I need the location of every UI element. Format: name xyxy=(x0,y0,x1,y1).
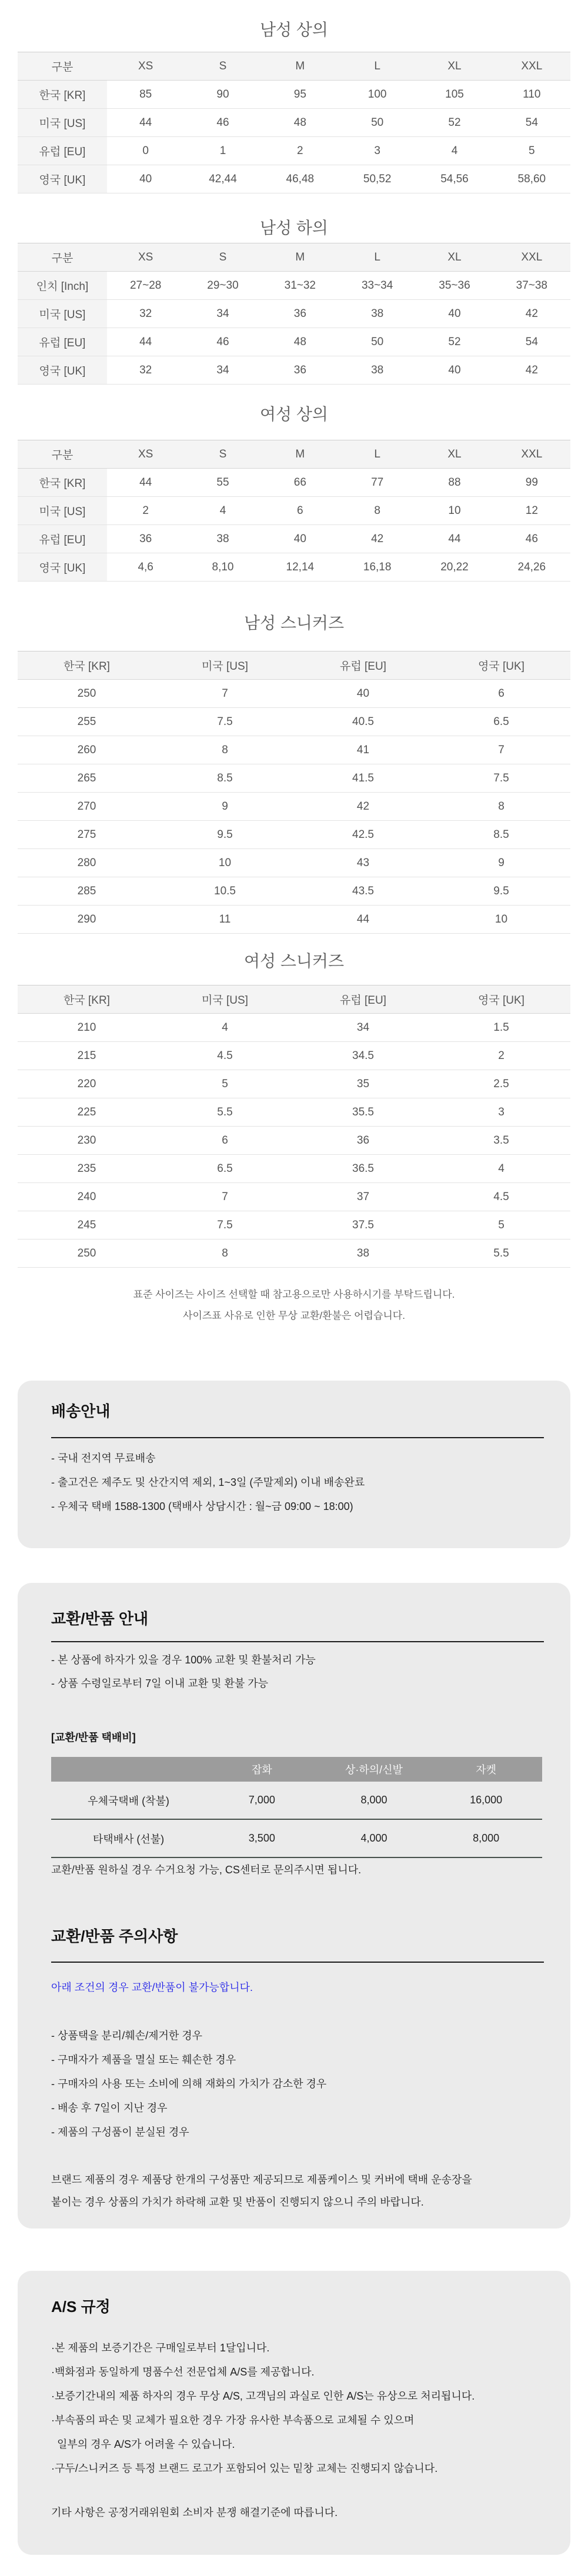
exchange-return-box xyxy=(18,1583,570,2228)
table-cell: 235 xyxy=(18,1155,156,1183)
table-cell: 35~36 xyxy=(416,272,493,300)
table-header-row xyxy=(51,1757,542,1782)
table-cell: 37 xyxy=(294,1183,432,1211)
table-header-cell: 구분 xyxy=(18,52,107,81)
list-item: 브랜드 제품의 경우 제품당 한개의 구성품만 제공되므로 제품케이스 및 커버에 택배 운송장을 xyxy=(51,2174,472,2186)
table-cell: 2 xyxy=(432,1042,570,1070)
list-item: 붙이는 경우 상품의 가치가 하락해 교환 및 반품이 진행되지 않으니 주의 바랍니다. xyxy=(51,2196,424,2208)
table-cell: 210 xyxy=(18,1014,156,1042)
table-header-cell: 영국 [UK] xyxy=(432,985,570,1014)
table-header-cell: M xyxy=(262,243,339,272)
table-header-cell: M xyxy=(262,52,339,81)
table-cell: 16,18 xyxy=(339,553,416,582)
table-cell: 34 xyxy=(184,356,261,385)
table-row xyxy=(18,793,570,821)
table-header-row xyxy=(18,52,570,81)
table-cell: 8 xyxy=(156,1239,294,1268)
table-row xyxy=(18,300,570,328)
table-header-cell: 영국 [UK] xyxy=(18,553,107,582)
table-cell: 3 xyxy=(432,1098,570,1127)
table-row xyxy=(18,821,570,849)
size-note-line2: 사이즈표 사유로 인한 무상 교환/환불은 어렵습니다. xyxy=(183,1310,405,1321)
table-header-cell: S xyxy=(184,52,261,81)
table-header-cell: XS xyxy=(107,52,184,81)
table-cell: 31~32 xyxy=(262,272,339,300)
table-cell: 110 xyxy=(493,81,570,109)
table-cell: 44 xyxy=(107,469,184,497)
table-row xyxy=(18,109,570,137)
table-header-cell: 미국 [US] xyxy=(156,651,294,680)
table-cell: 95 xyxy=(262,81,339,109)
table-row xyxy=(18,497,570,525)
fee-table-label: [교환/반품 택배비] xyxy=(51,1732,136,1743)
table-header-row xyxy=(18,985,570,1014)
table-cell: 33~34 xyxy=(339,272,416,300)
list-item: ·보증기간내의 제품 하자의 경우 무상 A/S, 고객님의 과실로 인한 A/S는 유상으로 처리됩니다. xyxy=(51,2390,475,2402)
list-item: - 상품 수령일로부터 7일 이내 교환 및 환불 가능 xyxy=(51,1678,268,1689)
table-cell: 8 xyxy=(432,793,570,821)
table-row xyxy=(18,469,570,497)
table-cell: 36.5 xyxy=(294,1155,432,1183)
table-row xyxy=(18,1070,570,1098)
table-cell: 260 xyxy=(18,736,156,764)
table-cell: 9 xyxy=(156,793,294,821)
table-row xyxy=(18,736,570,764)
table-cell: 225 xyxy=(18,1098,156,1127)
table-cell: 8,000 xyxy=(430,1819,542,1857)
table-header-cell: XL xyxy=(416,440,493,469)
table-header-cell: S xyxy=(184,440,261,469)
table-header-cell: 유럽 [EU] xyxy=(294,985,432,1014)
table-cell: 1.5 xyxy=(432,1014,570,1042)
size-table-mens-bottoms xyxy=(18,243,570,385)
table-header-row xyxy=(18,651,570,680)
after-service-item-list xyxy=(51,2341,475,2485)
list-item: - 구매자의 사용 또는 소비에 의해 재화의 가치가 감소한 경우 xyxy=(51,2078,327,2090)
table-cell: 40.5 xyxy=(294,708,432,736)
list-item: ·구두/스니커즈 등 특정 브랜드 로고가 포함되어 있는 밑창 교체는 진행되지 않습니다. xyxy=(51,2463,438,2474)
table-header-cell: XS xyxy=(107,440,184,469)
table-cell: 40 xyxy=(416,356,493,385)
table-cell: 10.5 xyxy=(156,877,294,906)
table-header-cell: 영국 [UK] xyxy=(18,165,107,193)
table-cell: 3 xyxy=(339,137,416,165)
list-item: 일부의 경우 A/S가 어려울 수 있습니다. xyxy=(51,2438,235,2450)
size-table-mens-tops xyxy=(18,52,570,193)
table-cell: 10 xyxy=(416,497,493,525)
table-row xyxy=(18,81,570,109)
table-header-cell: 영국 [UK] xyxy=(18,356,107,385)
table-row xyxy=(18,906,570,934)
table-cell: 38 xyxy=(184,525,261,553)
table-cell: 54 xyxy=(493,109,570,137)
table-cell: 4,000 xyxy=(318,1819,430,1857)
table-cell: 7 xyxy=(432,736,570,764)
table-cell: 88 xyxy=(416,469,493,497)
table-cell: 4 xyxy=(416,137,493,165)
list-item: - 제품의 구성품이 분실된 경우 xyxy=(51,2126,189,2138)
size-note-line1: 표준 사이즈는 사이즈 선택할 때 참고용으로만 사용하시기를 부탁드립니다. xyxy=(133,1289,455,1300)
table-cell: 4 xyxy=(156,1014,294,1042)
table-cell: 5 xyxy=(493,137,570,165)
list-item: - 국내 전지역 무료배송 xyxy=(51,1452,156,1464)
table-cell: 250 xyxy=(18,680,156,708)
table-cell: 85 xyxy=(107,81,184,109)
table-cell: 40 xyxy=(294,680,432,708)
table-row xyxy=(18,1098,570,1127)
table-cell: 265 xyxy=(18,764,156,793)
table-cell: 24,26 xyxy=(493,553,570,582)
list-item: ·본 제품의 보증기간은 구매일로부터 1달입니다. xyxy=(51,2342,270,2354)
table-cell: 6 xyxy=(432,680,570,708)
table-row xyxy=(18,165,570,193)
table-cell: 타택배사 (선불) xyxy=(51,1819,206,1857)
table-cell: 44 xyxy=(294,906,432,934)
table-cell: 55 xyxy=(184,469,261,497)
table-cell: 36 xyxy=(107,525,184,553)
table-cell: 40 xyxy=(416,300,493,328)
table-header-cell: 유럽 [EU] xyxy=(294,651,432,680)
table-cell: 38 xyxy=(339,356,416,385)
table-header-cell: S xyxy=(184,243,261,272)
caution-intro: 아래 조건의 경우 교환/반품이 불가능합니다. xyxy=(51,1982,253,1993)
table-header-cell: M xyxy=(262,440,339,469)
caution-paragraph xyxy=(51,2173,472,2217)
table-row xyxy=(18,137,570,165)
table-row xyxy=(18,356,570,385)
table-cell: 4,6 xyxy=(107,553,184,582)
table-cell: 20,22 xyxy=(416,553,493,582)
table-cell: 5 xyxy=(156,1070,294,1098)
table-row xyxy=(18,1239,570,1268)
list-item: - 상품택을 분리/훼손/제거한 경우 xyxy=(51,2030,203,2042)
table-header-cell: XXL xyxy=(493,440,570,469)
table-cell: 34 xyxy=(294,1014,432,1042)
table-cell: 42 xyxy=(493,356,570,385)
table-cell: 5.5 xyxy=(156,1098,294,1127)
table-header-cell: 한국 [KR] xyxy=(18,81,107,109)
table-cell: 44 xyxy=(107,109,184,137)
table-header-cell: 미국 [US] xyxy=(18,300,107,328)
table-cell: 38 xyxy=(294,1239,432,1268)
table-cell: 37~38 xyxy=(493,272,570,300)
table-cell: 240 xyxy=(18,1183,156,1211)
exchange-item-list xyxy=(51,1653,316,1700)
table-cell: 10 xyxy=(432,906,570,934)
table-cell: 105 xyxy=(416,81,493,109)
table-cell: 270 xyxy=(18,793,156,821)
table-cell: 8 xyxy=(339,497,416,525)
size-table-womens-tops xyxy=(18,440,570,582)
table-cell: 32 xyxy=(107,356,184,385)
table-cell: 36 xyxy=(262,300,339,328)
table-cell: 52 xyxy=(416,328,493,356)
table-cell: 77 xyxy=(339,469,416,497)
table-cell: 100 xyxy=(339,81,416,109)
table-header-cell: 유럽 [EU] xyxy=(18,328,107,356)
table-cell: 32 xyxy=(107,300,184,328)
table-header-cell: 미국 [US] xyxy=(18,497,107,525)
table-header-cell: XS xyxy=(107,243,184,272)
list-item: - 본 상품에 하자가 있을 경우 100% 교환 및 환불처리 가능 xyxy=(51,1654,316,1666)
table-cell: 6.5 xyxy=(156,1155,294,1183)
table-header-cell xyxy=(51,1757,206,1782)
table-cell: 215 xyxy=(18,1042,156,1070)
table-header-cell: 한국 [KR] xyxy=(18,651,156,680)
table-row xyxy=(18,1042,570,1070)
table-header-cell: 잡화 xyxy=(206,1757,318,1782)
shipping-title-underline xyxy=(51,1437,544,1438)
table-cell: 48 xyxy=(262,109,339,137)
table-cell: 7 xyxy=(156,680,294,708)
table-header-cell: 한국 [KR] xyxy=(18,469,107,497)
table-cell: 8,000 xyxy=(318,1782,430,1819)
table-cell: 16,000 xyxy=(430,1782,542,1819)
table-cell: 280 xyxy=(18,849,156,877)
table-cell: 37.5 xyxy=(294,1211,432,1239)
table-header-cell: L xyxy=(339,243,416,272)
exchange-title: 교환/반품 안내 xyxy=(51,1610,149,1628)
table-cell: 0 xyxy=(107,137,184,165)
table-cell: 46 xyxy=(184,109,261,137)
table-cell: 29~30 xyxy=(184,272,261,300)
shipping-title: 배송안내 xyxy=(51,1402,111,1420)
table-cell: 8,10 xyxy=(184,553,261,582)
list-item: - 우체국 택배 1588-1300 (택배사 상담시간 : 월~금 09:00 ~ 18:00) xyxy=(51,1501,353,1512)
shoe-table-mens-sneakers xyxy=(18,651,570,934)
table-row xyxy=(18,1211,570,1239)
table-row xyxy=(18,525,570,553)
table-header-row xyxy=(18,440,570,469)
table-cell: 우체국택배 (착불) xyxy=(51,1782,206,1819)
table-cell: 9 xyxy=(432,849,570,877)
table-header-cell: 한국 [KR] xyxy=(18,985,156,1014)
table-cell: 90 xyxy=(184,81,261,109)
caution-item-list xyxy=(51,2029,326,2149)
table-header-cell: 구분 xyxy=(18,243,107,272)
exchange-fee-table xyxy=(51,1757,542,1858)
table-cell: 35 xyxy=(294,1070,432,1098)
table-cell: 38 xyxy=(339,300,416,328)
table-header-cell: 자켓 xyxy=(430,1757,542,1782)
table-cell: 42 xyxy=(294,793,432,821)
table-cell: 2 xyxy=(107,497,184,525)
table-cell: 42,44 xyxy=(184,165,261,193)
after-service-box xyxy=(18,2271,570,2555)
table-header-cell: 미국 [US] xyxy=(18,109,107,137)
table-cell: 99 xyxy=(493,469,570,497)
table-cell: 50 xyxy=(339,109,416,137)
table-row xyxy=(18,764,570,793)
table-cell: 44 xyxy=(416,525,493,553)
fee-note: 교환/반품 원하실 경우 수거요청 가능, CS센터로 문의주시면 됩니다. xyxy=(51,1864,362,1876)
table-cell: 40 xyxy=(262,525,339,553)
table-header-cell: XXL xyxy=(493,52,570,81)
table-cell: 46 xyxy=(493,525,570,553)
caution-title-underline xyxy=(51,1962,544,1963)
table-cell: 4 xyxy=(432,1155,570,1183)
table-row xyxy=(18,1014,570,1042)
table-cell: 7 xyxy=(156,1183,294,1211)
after-service-footer: 기타 사항은 공정거래위원회 소비자 분쟁 해결기준에 따릅니다. xyxy=(51,2507,338,2518)
table-row xyxy=(18,849,570,877)
table-header-row xyxy=(18,243,570,272)
table-row xyxy=(51,1782,542,1819)
table-cell: 9.5 xyxy=(432,877,570,906)
table-cell: 6 xyxy=(262,497,339,525)
list-item: ·부속품의 파손 및 교체가 필요한 경우 가장 유사한 부속품으로 교체될 수 있으며 xyxy=(51,2414,415,2426)
table-cell: 35.5 xyxy=(294,1098,432,1127)
table-cell: 10 xyxy=(156,849,294,877)
table-cell: 12,14 xyxy=(262,553,339,582)
shipping-item-list xyxy=(51,1451,365,1523)
shoe-table-womens-sneakers xyxy=(18,985,570,1268)
table-cell: 250 xyxy=(18,1239,156,1268)
table-cell: 4.5 xyxy=(156,1042,294,1070)
shipping-info-box xyxy=(18,1381,570,1548)
table-row xyxy=(51,1819,542,1857)
list-item: - 출고건은 제주도 및 산간지역 제외, 1~3일 (주말제외) 이내 배송완료 xyxy=(51,1476,365,1488)
table-cell: 4 xyxy=(184,497,261,525)
table-row xyxy=(18,272,570,300)
exchange-title-underline xyxy=(51,1641,544,1642)
table-cell: 42 xyxy=(339,525,416,553)
table-cell: 8.5 xyxy=(432,821,570,849)
table-header-cell: 미국 [US] xyxy=(156,985,294,1014)
table-cell: 5.5 xyxy=(432,1239,570,1268)
table-cell: 58,60 xyxy=(493,165,570,193)
table-row xyxy=(18,877,570,906)
table-cell: 34.5 xyxy=(294,1042,432,1070)
table-cell: 42.5 xyxy=(294,821,432,849)
table-header-cell: 상·하의/신발 xyxy=(318,1757,430,1782)
table-cell: 245 xyxy=(18,1211,156,1239)
table-cell: 6 xyxy=(156,1127,294,1155)
table-cell: 7,000 xyxy=(206,1782,318,1819)
table-cell: 7.5 xyxy=(156,708,294,736)
section-title-mens-tops: 남성 상의 xyxy=(260,21,328,39)
table-cell: 5 xyxy=(432,1211,570,1239)
table-row xyxy=(18,1127,570,1155)
table-cell: 54 xyxy=(493,328,570,356)
table-cell: 220 xyxy=(18,1070,156,1098)
table-header-cell: XL xyxy=(416,243,493,272)
section-title-womens-tops: 여성 상의 xyxy=(260,405,328,423)
table-cell: 52 xyxy=(416,109,493,137)
table-cell: 9.5 xyxy=(156,821,294,849)
table-row xyxy=(18,1183,570,1211)
table-header-cell: 구분 xyxy=(18,440,107,469)
caution-title: 교환/반품 주의사항 xyxy=(51,1927,178,1945)
section-title-womens-sneakers: 여성 스니커즈 xyxy=(243,952,345,970)
table-cell: 12 xyxy=(493,497,570,525)
list-item: - 구매자가 제품을 멸실 또는 훼손한 경우 xyxy=(51,2054,236,2066)
table-cell: 290 xyxy=(18,906,156,934)
table-header-cell: 인치 [Inch] xyxy=(18,272,107,300)
table-header-cell: 유럽 [EU] xyxy=(18,525,107,553)
table-cell: 6.5 xyxy=(432,708,570,736)
table-header-cell: XXL xyxy=(493,243,570,272)
section-title-mens-bottoms: 남성 하의 xyxy=(260,219,328,237)
table-cell: 11 xyxy=(156,906,294,934)
table-cell: 44 xyxy=(107,328,184,356)
table-cell: 43.5 xyxy=(294,877,432,906)
table-cell: 50 xyxy=(339,328,416,356)
table-header-cell: 유럽 [EU] xyxy=(18,137,107,165)
table-header-cell: L xyxy=(339,52,416,81)
table-cell: 41 xyxy=(294,736,432,764)
table-cell: 4.5 xyxy=(432,1183,570,1211)
table-cell: 2 xyxy=(262,137,339,165)
table-cell: 42 xyxy=(493,300,570,328)
table-row xyxy=(18,328,570,356)
table-cell: 66 xyxy=(262,469,339,497)
table-header-cell: XL xyxy=(416,52,493,81)
table-row xyxy=(18,680,570,708)
table-cell: 8.5 xyxy=(156,764,294,793)
table-cell: 275 xyxy=(18,821,156,849)
table-cell: 43 xyxy=(294,849,432,877)
table-cell: 3.5 xyxy=(432,1127,570,1155)
table-cell: 7.5 xyxy=(156,1211,294,1239)
table-cell: 48 xyxy=(262,328,339,356)
table-cell: 46,48 xyxy=(262,165,339,193)
table-cell: 230 xyxy=(18,1127,156,1155)
table-cell: 27~28 xyxy=(107,272,184,300)
section-title-mens-sneakers: 남성 스니커즈 xyxy=(243,614,345,632)
table-cell: 2.5 xyxy=(432,1070,570,1098)
table-header-cell: L xyxy=(339,440,416,469)
table-cell: 54,56 xyxy=(416,165,493,193)
table-cell: 34 xyxy=(184,300,261,328)
table-cell: 40 xyxy=(107,165,184,193)
table-cell: 36 xyxy=(262,356,339,385)
table-cell: 8 xyxy=(156,736,294,764)
list-item: - 배송 후 7일이 지난 경우 xyxy=(51,2102,168,2114)
table-cell: 41.5 xyxy=(294,764,432,793)
table-cell: 255 xyxy=(18,708,156,736)
table-row xyxy=(18,553,570,582)
table-cell: 46 xyxy=(184,328,261,356)
table-cell: 3,500 xyxy=(206,1819,318,1857)
table-cell: 50,52 xyxy=(339,165,416,193)
table-cell: 285 xyxy=(18,877,156,906)
table-cell: 7.5 xyxy=(432,764,570,793)
table-row xyxy=(18,708,570,736)
list-item: ·백화점과 동일하게 명품수선 전문업체 A/S를 제공합니다. xyxy=(51,2366,315,2378)
table-cell: 1 xyxy=(184,137,261,165)
after-service-title: A/S 규정 xyxy=(51,2298,111,2316)
table-cell: 36 xyxy=(294,1127,432,1155)
table-header-cell: 영국 [UK] xyxy=(432,651,570,680)
table-row xyxy=(18,1155,570,1183)
